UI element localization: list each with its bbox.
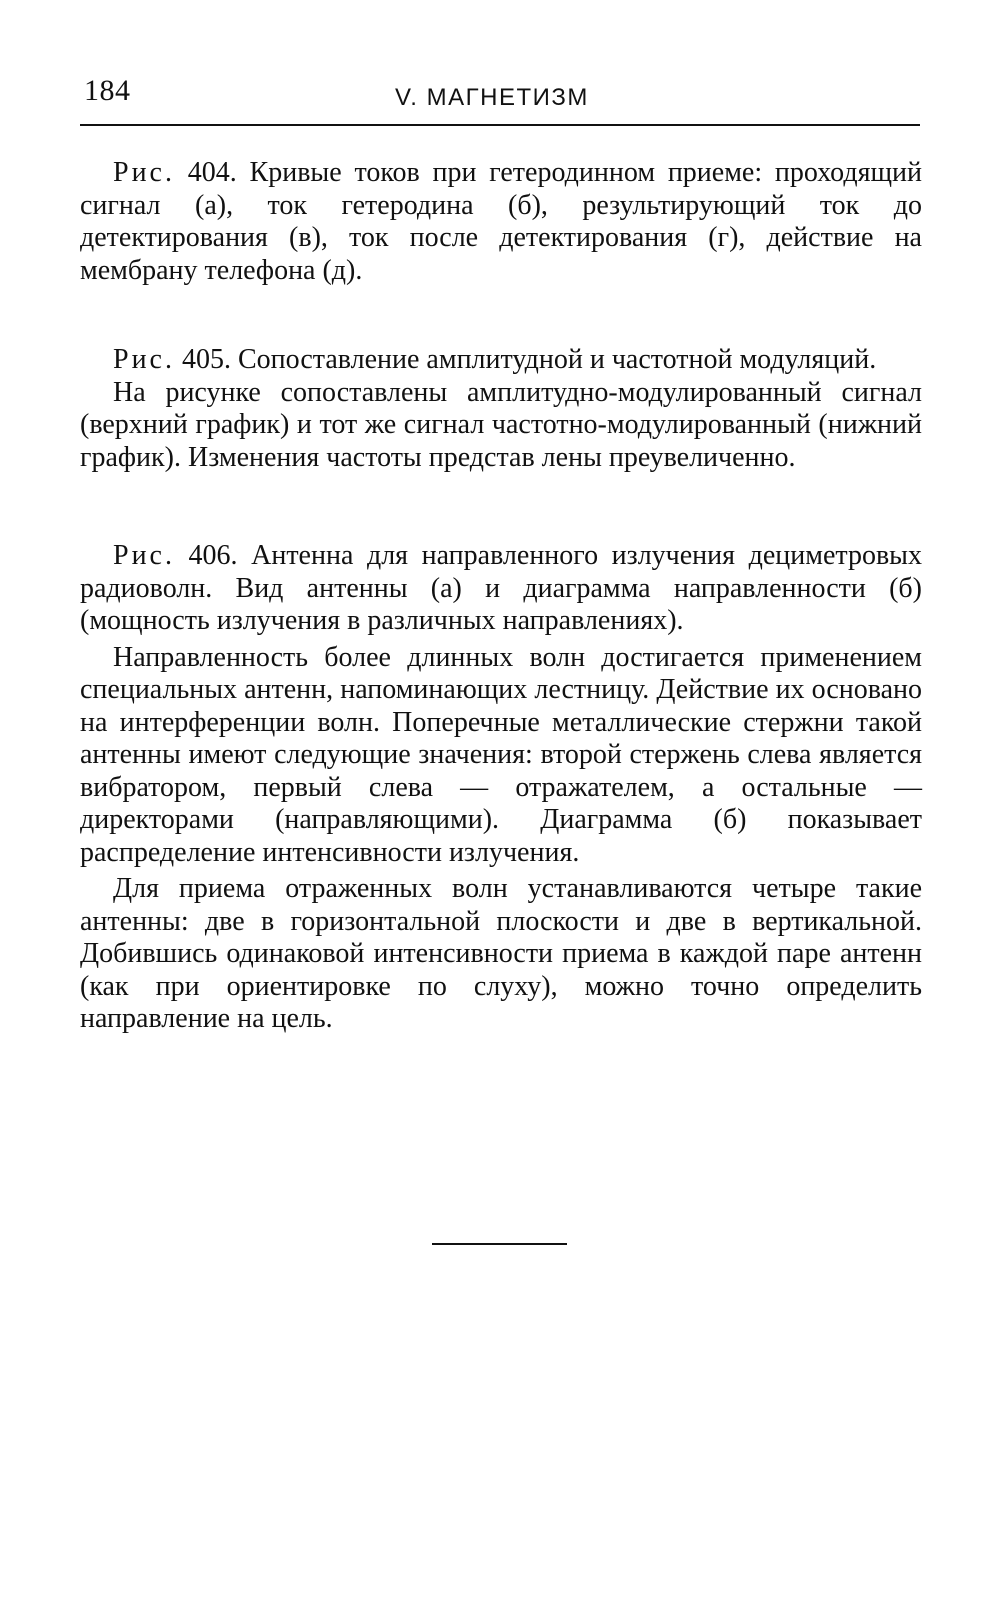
caption-text: 404. Кривые токов при гетеродинном приеме: проходящий сигнал (а), ток гетеродина (б), результирующий ток до детектирования (в), ток после детектирования (г), действие на мембрану телефона (д). [80,157,922,286]
end-rule [432,1243,567,1245]
header-rule [80,124,920,126]
caption-label: Рис. [113,540,175,571]
body-paragraph: Для приема отраженных волн устанавливаются четыре такие антенны: две в горизонтальной плоскости и две в вертикальной. Добившись одинаковой интенсивности приема в каждой паре антенн (как при ориентировке по слуху), можно точно определить направление на цель. [80,873,922,1034]
body-paragraph: Направленность более длинных волн достигается применением специальных антенн, напоминающих лестницу. Действие их основано на интерференции волн. Поперечные металлические стержни такой антенны имеют следующие значения: второй стержень слева является вибратором, первый слева — отражателем, а остальные — директорами (направляющими). Диаграмма (б) показывает распределение интенсивности излучения. [80,641,922,868]
caption-406 [80,540,922,638]
caption-405 [80,344,922,377]
caption-text: 406. Антенна для направленного излучения дециметровых радиоволн. Вид антенны (а) и диаграмма направленности (б) (мощность излучения в различных направлениях). [80,540,922,636]
caption-label: Рис. [113,157,175,188]
caption-text: 405. Сопоставление амплитудной и частотной модуляций. [174,344,877,375]
caption-label: Рис. [113,344,175,375]
running-head: V. МАГНЕТИЗМ [395,84,589,111]
caption-404 [80,157,922,287]
page-number: 184 [84,74,131,107]
page-content [80,157,922,1036]
body-paragraph: На рисунке сопоставлены амплитудно-модулированный сигнал (верхний график) и тот же сигнал частотно-модулированный (нижний график). Изменения частоты представ лены преувеличенно. [80,376,922,473]
